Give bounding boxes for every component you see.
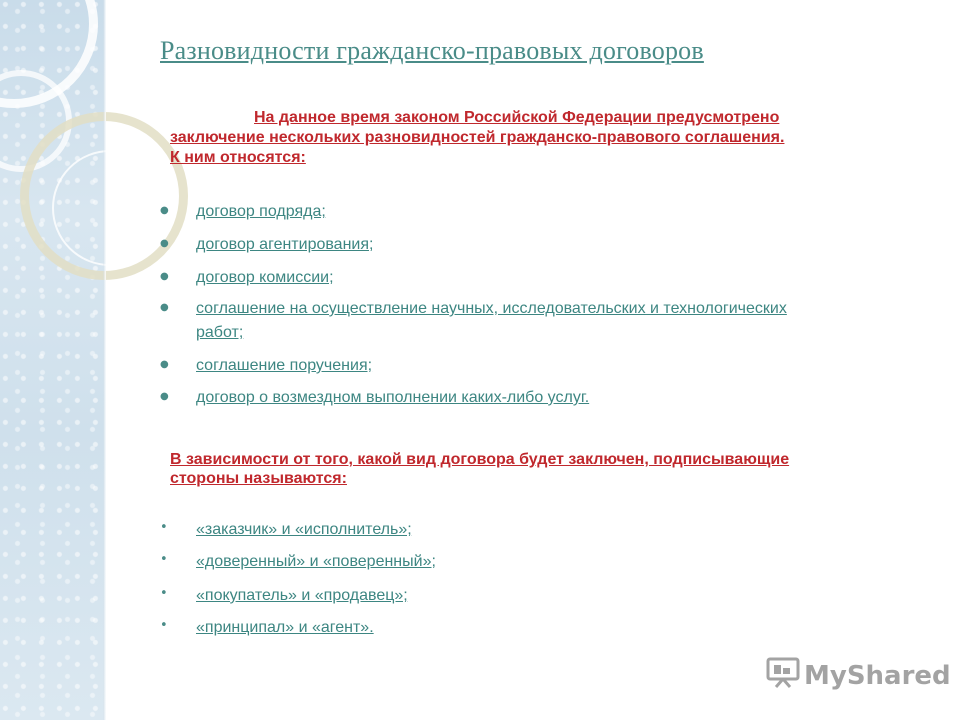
- watermark-text: MyShared: [804, 661, 951, 691]
- bullet-icon: ●: [160, 205, 169, 216]
- intro-line-2: заключение нескольких разновидностей гражданско-правового соглашения.: [170, 129, 785, 146]
- bullet-icon: ●: [160, 391, 169, 402]
- parties-note: [170, 450, 915, 488]
- list-item-text[interactable]: договор агентирования;: [196, 236, 374, 253]
- list-item-text[interactable]: договор подряда;: [196, 203, 326, 220]
- decorative-ring: [52, 150, 168, 266]
- bullet-icon: ●: [160, 271, 169, 282]
- list-item-text[interactable]: соглашение поручения;: [196, 357, 373, 374]
- intro-paragraph: [170, 108, 915, 168]
- list-item-text[interactable]: «заказчик» и «исполнитель»;: [196, 521, 412, 538]
- bullet-icon: ●: [160, 302, 169, 313]
- note-line-2: стороны называются:: [170, 470, 347, 487]
- bullet-icon: ●: [160, 359, 169, 370]
- small-bullet-icon: •: [160, 520, 168, 535]
- bullet-icon: ●: [160, 238, 169, 249]
- slide-title: Разновидности гражданско-правовых договоров: [160, 36, 704, 65]
- small-bullet-icon: •: [160, 618, 168, 633]
- list-item-text[interactable]: договор комиссии;: [196, 269, 334, 286]
- note-line-1: В зависимости от того, какой вид договора будет заключен, подписывающие: [170, 451, 790, 468]
- presentation-board-icon: [766, 657, 800, 696]
- list-item-text[interactable]: соглашение на осуществление научных, исследовательских и технологических: [196, 300, 787, 317]
- myshared-watermark[interactable]: [766, 656, 951, 696]
- list-item-text[interactable]: договор о возмездном выполнении каких-либо услуг.: [196, 389, 590, 406]
- intro-line-3: К ним относятся:: [170, 149, 306, 166]
- list-item-text[interactable]: «доверенный» и «поверенный»;: [196, 553, 436, 570]
- list-item-text[interactable]: «покупатель» и «продавец»;: [196, 587, 408, 604]
- small-bullet-icon: •: [160, 586, 168, 601]
- decorative-side-band: [0, 0, 106, 720]
- list-item-text[interactable]: «принципал» и «агент».: [196, 619, 374, 636]
- list-item-text-continued[interactable]: работ;: [196, 324, 244, 341]
- small-bullet-icon: •: [160, 552, 168, 567]
- intro-line-1: На данное время законом Российской Федерации предусмотрено: [254, 109, 780, 126]
